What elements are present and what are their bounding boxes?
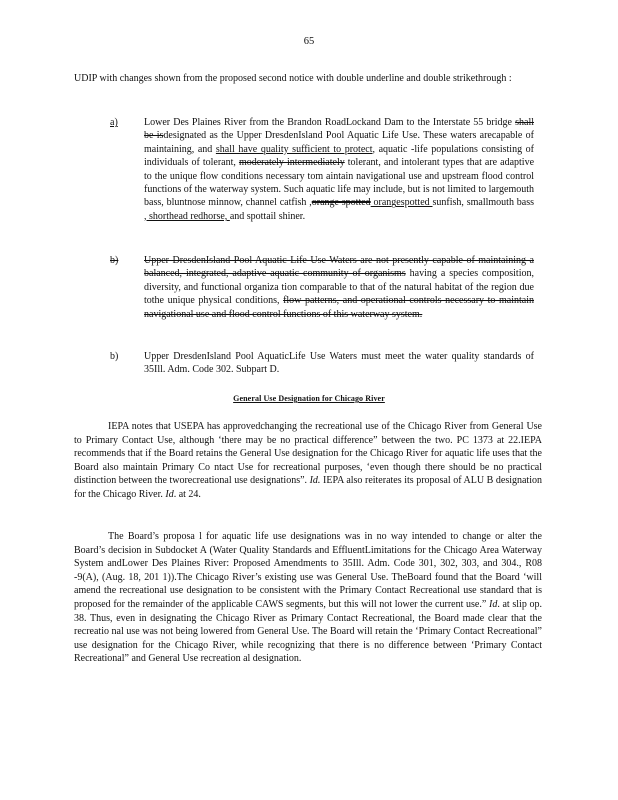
list-marker-a: a) xyxy=(110,117,118,128)
underlined-text: orangespotted xyxy=(370,197,433,209)
text-run: IEPA notes that USEPA has approvedchanging the recreational use of the Chicago River from General Use to Primary Contact Use, although ‘there may be no practical difference” between the two. PC 1373 at 22.IEPA recommends that if the Board retains the General Use designation for the Chicago River for aquatic life uses that the Board also maintain Primary Co ntact Use for recreational purposes, ‘even though there should be no practical distinction between the tworecreational use designations”. xyxy=(74,421,542,487)
intro-paragraph: UDIP with changes shown from the proposed second notice with double underline and double strikethrough : xyxy=(74,73,512,84)
text-run: . at 24. xyxy=(173,488,201,500)
citation-id: Id. xyxy=(309,475,321,487)
paragraph-board xyxy=(74,530,542,666)
citation-id: Id xyxy=(488,598,498,610)
text-run: and spottail shiner. xyxy=(229,210,306,222)
text-run: tolerant, and intolerant types that are adaptive to the unique flow conditions necessary tom aintain navigational use and upstream flood control functions of the waterway system. Such aquatic life may include, but is not limited to largemouth bass, bluntnose minnow, channel catfish , xyxy=(144,157,535,209)
page-number: 65 xyxy=(303,36,315,47)
list-item-b2-text: Upper DresdenIsland Pool AquaticLife Use Waters must meet the water quality standards of 35Ill. Adm. Code 302. Subpart D. xyxy=(144,351,534,376)
text-run: recapable of maintaining, and xyxy=(144,130,534,155)
text-run: having a species composition, diversity, and functional organiza tion comparable to that of the natural habitat of the region due tothe unique physical conditions, xyxy=(144,268,534,307)
text-run: . at slip op. 38. Thus, even in designating the Chicago River as Primary Contact Recreational, the Board made clear that the recreatio nal use was not being lowered from General Use. The Board will retain the ‘Primary Contact Recreational” use designation for the Chicago River, while recognizing that there is no difference between ‘Primary Contact Recreational” and General Use recreation al designation. xyxy=(74,598,542,665)
section-heading: General Use Designation for Chicago River xyxy=(233,394,385,403)
struck-text: moderately intermediately xyxy=(238,157,345,169)
text-run: IEPA also reiterates its proposal of ALU B designation for the Chicago River. xyxy=(74,475,542,500)
text-run: , aquatic -life populations consisting of individuals of tolerant, xyxy=(144,143,534,169)
struck-text: shall be is xyxy=(144,117,534,142)
list-item-b-struck xyxy=(110,254,550,321)
paragraph-iepa xyxy=(74,420,542,502)
list-item-a xyxy=(110,116,550,223)
list-marker-b: b) xyxy=(110,255,119,266)
list-item-b-text xyxy=(144,254,534,321)
underlined-text: shorthead redhorse, xyxy=(146,210,230,222)
citation-id: Id xyxy=(165,488,174,500)
list-item-b xyxy=(110,350,550,377)
struck-text: Upper DresdenIsland Pool Aquatic Life Use Waters are not presently capable of maintaining a balanced, integrated, adaptive aquatic community of organisms xyxy=(144,255,534,280)
text-run: The Board’s proposa l for aquatic life use designations was in no way intended to change or alter the Board’s decision in Subdocket A (Water Quality Standards and EffluentLimitations for the Chicago Area Waterway System andLower Des Plaines River: Proposed Amendments to 35Ill. Adm. Code 301, 302, 303, and 304., R08 -9(A), (Aug. 18, 201 1)).The Chicago River’s existing use was General Use. TheBoard found that the Board ‘will amend the recreational use designation to be consistent with the Primary Contact Recreational use standard that is proposed for the remainder of the applicable CAWS segments, but this will not lower the current use.” xyxy=(74,531,542,610)
list-marker-b2: b) xyxy=(110,351,119,362)
struck-text: flow patterns, and operational controls necessary to maintain navigational use and flood control functions of this waterway system. xyxy=(144,295,534,320)
text-run: designated as the Upper DresdenIsland Pool Aquatic Life Use. These waters a xyxy=(163,130,485,142)
text-run: Lower Des Plaines River from the Brandon RoadLockand Dam to the Interstate 55 bridge xyxy=(144,117,516,128)
text-run: sunfish, smallmouth bass , xyxy=(144,197,535,222)
double-struck-text: orange spotted xyxy=(311,197,371,209)
underlined-text: shall have quality sufficient to protect xyxy=(215,143,373,155)
list-item-a-text xyxy=(144,116,534,223)
